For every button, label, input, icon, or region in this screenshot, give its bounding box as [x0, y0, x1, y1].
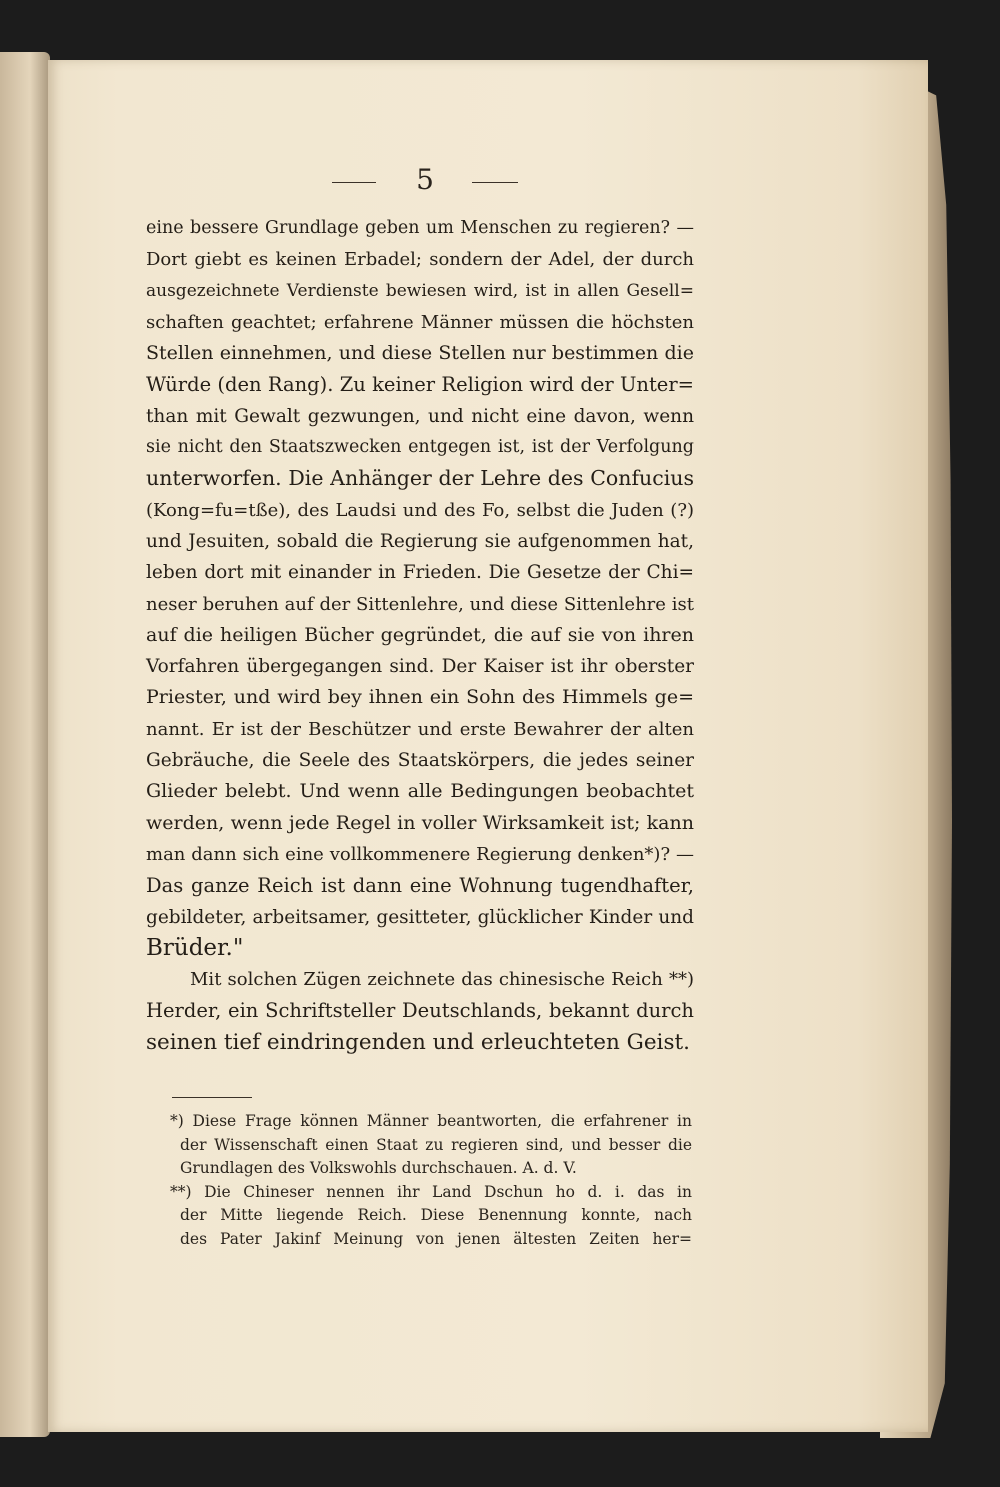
text-line: eine bessere Grundlage geben um Menschen zu regieren? —	[146, 218, 694, 238]
text-line: schaften geachtet; erfahrene Männer müssen die höchsten	[146, 311, 694, 333]
text-line: Herder, ein Schriftsteller Deutschlands, bekannt durch	[146, 999, 694, 1023]
text-line: nannt. Er ist der Beschützer und erste Bewahrer der alten	[146, 718, 694, 740]
text-line: seinen tief eindringenden und erleuchteten Geist.	[146, 1029, 690, 1055]
page-number: 5	[416, 163, 434, 196]
text-line: (Kong=fu=tße), des Laudsi und des Fo, selbst die Juden (?)	[146, 499, 694, 521]
text-line: Priester, und wird bey ihnen ein Sohn des Himmels ge=	[146, 686, 694, 709]
text-line: Vorfahren übergegangen sind. Der Kaiser ist ihr oberster	[146, 656, 694, 678]
text-line: Mit solchen Zügen zeichnete das chinesische Reich **)	[190, 969, 694, 991]
text-line: und Jesuiten, sobald die Regierung sie aufgenommen hat,	[146, 530, 694, 552]
text-line: ausgezeichnete Verdienste bewiesen wird, ist in allen Gesell=	[146, 280, 694, 301]
text-line: man dann sich eine vollkommenere Regierung denken*)? —	[146, 843, 694, 865]
text-line: unterworfen. Die Anhänger der Lehre des Confucius	[146, 466, 694, 491]
footnote-line: der Mitte liegende Reich. Diese Benennung konnte, nach	[180, 1206, 692, 1225]
text-line: Glieder belebt. Und wenn alle Bedingungen beobachtet	[146, 780, 694, 803]
text-line: Das ganze Reich ist dann eine Wohnung tugendhafter,	[146, 874, 694, 898]
footnote-line: *) Diese Frage können Männer beantworten, die erfahrener in	[170, 1112, 692, 1130]
text-line: gebildeter, arbeitsamer, gesitteter, glücklicher Kinder und	[146, 906, 694, 928]
text-line: auf die heiligen Bücher gegründet, die auf sie von ihren	[146, 623, 694, 646]
body-text	[146, 213, 694, 1058]
text-line: Stellen einnehmen, und diese Stellen nur bestimmen die	[146, 342, 694, 365]
header-rule-right	[472, 182, 518, 183]
text-line: Dort giebt es keinen Erbadel; sondern der Adel, der durch	[146, 249, 694, 271]
text-line: Brüder."	[146, 934, 244, 961]
footnote-line: Grundlagen des Volkswohls durchschauen. A. d. V.	[180, 1159, 577, 1178]
footnote-line: **) Die Chineser nennen ihr Land Dschun ho d. i. das in	[170, 1182, 692, 1201]
footnote-line: der Wissenschaft einen Staat zu regieren sind, und besser die	[180, 1135, 692, 1154]
text-line: sie nicht den Staatszwecken entgegen ist, ist der Verfolgung	[146, 437, 694, 458]
text-line: neser beruhen auf der Sittenlehre, und diese Sittenlehre ist	[146, 593, 694, 615]
footnotes	[170, 1110, 692, 1252]
text-line: leben dort mit einander in Frieden. Die Gesetze der Chi=	[146, 562, 694, 584]
text-line: werden, wenn jede Regel in voller Wirksamkeit ist; kann	[146, 811, 694, 834]
facing-page-edge	[0, 52, 50, 1437]
text-line: than mit Gewalt gezwungen, und nicht eine davon, wenn	[146, 405, 694, 427]
header-rule-left	[332, 182, 376, 183]
footnote-separator	[172, 1097, 252, 1098]
text-line: Würde (den Rang). Zu keiner Religion wird der Unter=	[146, 373, 694, 397]
footnote-line: des Pater Jakinf Meinung von jenen ältesten Zeiten her=	[180, 1229, 692, 1248]
text-line: Gebräuche, die Seele des Staatskörpers, die jedes seiner	[146, 750, 694, 772]
page-header	[0, 160, 1000, 200]
